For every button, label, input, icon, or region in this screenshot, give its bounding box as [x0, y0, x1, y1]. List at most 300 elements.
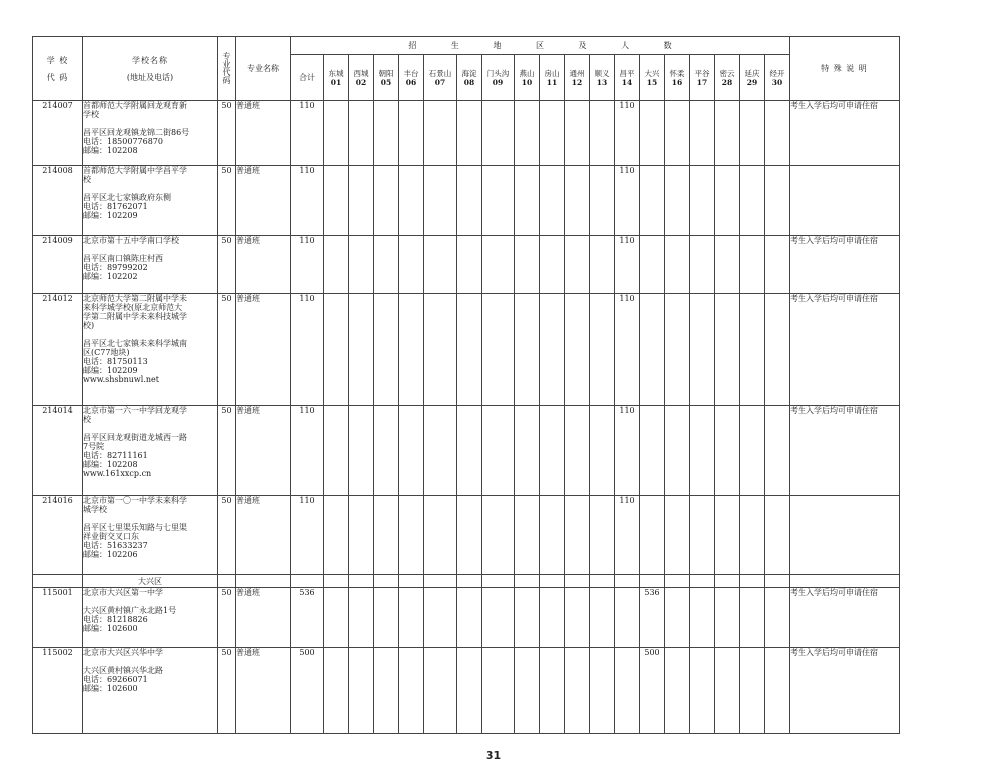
region-count-09 [482, 406, 515, 496]
special-note: 考生入学后均可申请住宿 [790, 588, 900, 648]
total-count: 110 [291, 166, 324, 236]
region-count-29 [740, 294, 765, 406]
region-count-01 [324, 648, 349, 734]
school-address-line: 电话：82711161 [83, 451, 148, 460]
school-address-line: 祥业街交叉口东 [83, 532, 139, 541]
region-count-11 [540, 101, 565, 166]
total-count: 110 [291, 236, 324, 294]
region-count-05 [374, 496, 399, 575]
region-count-05 [374, 648, 399, 734]
region-count-11 [540, 166, 565, 236]
major-code: 50 [218, 588, 236, 648]
major-name: 普通班 [236, 236, 291, 294]
region-count-17 [690, 496, 715, 575]
region-count-14 [615, 648, 640, 734]
region-count-11 [540, 406, 565, 496]
school-code: 214012 [33, 294, 83, 406]
major-name: 普通班 [236, 648, 291, 734]
school-code: 115002 [33, 648, 83, 734]
school-info-gap [83, 245, 217, 254]
school-address-line: 7号院 [83, 442, 105, 451]
region-header: 密云 28 [715, 55, 740, 101]
district-blank-cell [218, 575, 236, 588]
region-count-30 [765, 648, 790, 734]
school-address-line: 电话：81762071 [83, 202, 148, 211]
region-count-09 [482, 294, 515, 406]
school-address-line: 邮编：102206 [83, 550, 138, 559]
region-count-06 [399, 496, 424, 575]
region-count-01 [324, 588, 349, 648]
region-header: 石景山 07 [424, 55, 457, 101]
major-name: 普通班 [236, 101, 291, 166]
district-blank-cell [399, 575, 424, 588]
region-count-06 [399, 101, 424, 166]
district-blank-cell [291, 575, 324, 588]
region-count-11 [540, 236, 565, 294]
region-header: 昌平 14 [615, 55, 640, 101]
region-count-08 [457, 496, 482, 575]
region-count-02 [349, 101, 374, 166]
region-count-02 [349, 236, 374, 294]
region-count-09 [482, 236, 515, 294]
school-address-line: 区(C77地块) [83, 348, 130, 357]
region-count-13 [590, 496, 615, 575]
region-count-29 [740, 166, 765, 236]
region-count-13 [590, 236, 615, 294]
major-code: 50 [218, 406, 236, 496]
region-count-06 [399, 648, 424, 734]
school-name-header: 学校名称 (地址及电话) [83, 37, 218, 101]
region-header: 顺义 13 [590, 55, 615, 101]
region-count-05 [374, 406, 399, 496]
major-name: 普通班 [236, 588, 291, 648]
school-info [83, 236, 218, 294]
region-header: 经开 30 [765, 55, 790, 101]
region-header: 怀柔 16 [665, 55, 690, 101]
region-count-01 [324, 406, 349, 496]
region-count-08 [457, 648, 482, 734]
region-count-01 [324, 166, 349, 236]
major-name: 普通班 [236, 406, 291, 496]
region-count-13 [590, 101, 615, 166]
special-note-header: 特 殊 说 明 [790, 37, 900, 101]
region-count-09 [482, 166, 515, 236]
region-count-07 [424, 101, 457, 166]
region-count-12 [565, 166, 590, 236]
region-count-14: 110 [615, 101, 640, 166]
school-name-line: 校) [83, 321, 95, 330]
district-blank-cell [515, 575, 540, 588]
table-body [33, 101, 900, 734]
school-address-line: 电话：81750113 [83, 357, 148, 366]
region-count-17 [690, 236, 715, 294]
region-count-05 [374, 101, 399, 166]
school-info-gap [83, 657, 217, 666]
school-info-gap [83, 597, 217, 606]
region-count-17 [690, 294, 715, 406]
total-count: 110 [291, 496, 324, 575]
region-count-28 [715, 496, 740, 575]
region-count-12 [565, 101, 590, 166]
special-note: 考生入学后均可申请住宿 [790, 294, 900, 406]
school-address-line: 电话：89799202 [83, 263, 148, 272]
region-count-30 [765, 406, 790, 496]
region-count-29 [740, 496, 765, 575]
school-address-line: 邮编：102600 [83, 684, 138, 693]
region-count-29 [740, 236, 765, 294]
district-blank-cell [236, 575, 291, 588]
region-count-16 [665, 648, 690, 734]
school-name-line: 来科学城学校(原北京师范大 [83, 303, 183, 312]
region-count-09 [482, 648, 515, 734]
school-name-line: 首都师范大学附属回龙观育新 [83, 101, 187, 110]
school-row [33, 496, 900, 575]
school-name-line: 校 [83, 175, 91, 184]
region-count-28 [715, 101, 740, 166]
region-count-02 [349, 166, 374, 236]
region-count-30 [765, 101, 790, 166]
school-address-line: 邮编：102600 [83, 624, 138, 633]
school-name-line: 学第二附属中学未来科技城学 [83, 312, 187, 321]
region-count-11 [540, 588, 565, 648]
region-count-06 [399, 236, 424, 294]
school-code: 214014 [33, 406, 83, 496]
school-info [83, 166, 218, 236]
district-blank-cell [540, 575, 565, 588]
region-count-30 [765, 588, 790, 648]
region-count-16 [665, 101, 690, 166]
school-address-line: 昌平区南口镇陈庄村西 [83, 254, 163, 263]
school-info [83, 294, 218, 406]
region-count-17 [690, 588, 715, 648]
total-count: 110 [291, 294, 324, 406]
major-code: 50 [218, 166, 236, 236]
region-count-09 [482, 101, 515, 166]
region-count-15: 500 [640, 648, 665, 734]
district-blank-cell [665, 575, 690, 588]
school-address-line: 邮编：102209 [83, 366, 138, 375]
region-count-28 [715, 648, 740, 734]
region-count-13 [590, 166, 615, 236]
major-code: 50 [218, 648, 236, 734]
school-code: 214016 [33, 496, 83, 575]
region-count-10 [515, 496, 540, 575]
region-header: 通州 12 [565, 55, 590, 101]
district-row [33, 575, 900, 588]
region-header: 燕山 10 [515, 55, 540, 101]
school-address-line: 邮编：102208 [83, 460, 138, 469]
region-count-05 [374, 588, 399, 648]
school-code: 214009 [33, 236, 83, 294]
region-count-10 [515, 166, 540, 236]
region-count-11 [540, 294, 565, 406]
region-count-30 [765, 166, 790, 236]
school-address-line: 昌平区回龙观镇龙锦二街86号 [83, 128, 190, 137]
region-count-16 [665, 496, 690, 575]
region-count-02 [349, 588, 374, 648]
region-count-16 [665, 294, 690, 406]
school-address-line: 电话：51633237 [83, 541, 148, 550]
total-count: 500 [291, 648, 324, 734]
school-name-line: 北京师范大学第二附属中学未 [83, 294, 187, 303]
major-name-header: 专业名称 [236, 37, 291, 101]
school-row [33, 588, 900, 648]
region-count-28 [715, 588, 740, 648]
total-header: 合计 [291, 55, 324, 101]
school-address-line: 昌平区北七家镇未来科学城南 [83, 339, 187, 348]
district-blank-cell [33, 575, 83, 588]
special-note: 考生入学后均可申请住宿 [790, 648, 900, 734]
region-count-06 [399, 588, 424, 648]
region-count-02 [349, 496, 374, 575]
region-header: 朝阳 05 [374, 55, 399, 101]
region-count-17 [690, 166, 715, 236]
region-count-13 [590, 588, 615, 648]
region-count-01 [324, 236, 349, 294]
region-count-01 [324, 294, 349, 406]
school-name-line: 首都师范大学附属中学昌平学 [83, 166, 187, 175]
school-address-line: 电话：81218826 [83, 615, 148, 624]
region-count-28 [715, 294, 740, 406]
region-count-10 [515, 294, 540, 406]
region-count-15: 536 [640, 588, 665, 648]
region-title-header: 招 生 地 区 及 人 数 [291, 37, 790, 55]
major-code-header: 专业代码 [218, 37, 236, 101]
district-blank-cell [715, 575, 740, 588]
region-count-28 [715, 166, 740, 236]
region-count-14: 110 [615, 406, 640, 496]
region-count-10 [515, 648, 540, 734]
region-count-11 [540, 648, 565, 734]
school-address-line: www.shsbnuwl.net [83, 375, 159, 384]
region-count-07 [424, 236, 457, 294]
school-info [83, 588, 218, 648]
district-blank-cell [690, 575, 715, 588]
school-info [83, 406, 218, 496]
total-count: 110 [291, 101, 324, 166]
major-code: 50 [218, 294, 236, 406]
region-count-08 [457, 236, 482, 294]
region-count-14: 110 [615, 236, 640, 294]
district-blank-cell [349, 575, 374, 588]
region-count-02 [349, 648, 374, 734]
region-count-14: 110 [615, 294, 640, 406]
school-row [33, 294, 900, 406]
region-count-14: 110 [615, 496, 640, 575]
major-name: 普通班 [236, 294, 291, 406]
region-header: 延庆 29 [740, 55, 765, 101]
region-count-15 [640, 236, 665, 294]
school-info-gap [83, 184, 217, 193]
region-header: 大兴 15 [640, 55, 665, 101]
region-count-06 [399, 294, 424, 406]
special-note [790, 166, 900, 236]
district-blank-cell [374, 575, 399, 588]
region-header: 丰台 06 [399, 55, 424, 101]
region-header: 西城 02 [349, 55, 374, 101]
region-count-13 [590, 294, 615, 406]
region-count-16 [665, 166, 690, 236]
region-count-29 [740, 406, 765, 496]
school-code: 115001 [33, 588, 83, 648]
region-header: 海淀 08 [457, 55, 482, 101]
region-count-10 [515, 406, 540, 496]
region-count-16 [665, 406, 690, 496]
region-count-14: 110 [615, 166, 640, 236]
region-count-15 [640, 166, 665, 236]
region-header: 房山 11 [540, 55, 565, 101]
school-address-line: 昌平区回龙观街道龙城西一路 [83, 433, 187, 442]
district-blank-cell [790, 575, 900, 588]
school-address-line: 邮编：102209 [83, 211, 138, 220]
region-count-30 [765, 236, 790, 294]
major-name: 普通班 [236, 496, 291, 575]
school-name-line: 城学校 [83, 505, 107, 514]
special-note [790, 496, 900, 575]
school-address-line: 大兴区黄村镇广永北路1号 [83, 606, 177, 615]
region-count-13 [590, 406, 615, 496]
region-count-07 [424, 166, 457, 236]
region-count-05 [374, 294, 399, 406]
school-row [33, 236, 900, 294]
region-count-07 [424, 406, 457, 496]
region-count-13 [590, 648, 615, 734]
major-code: 50 [218, 236, 236, 294]
school-name-line: 北京市大兴区兴华中学 [83, 648, 163, 657]
district-blank-cell [640, 575, 665, 588]
district-blank-cell [615, 575, 640, 588]
region-count-05 [374, 236, 399, 294]
school-name-line: 北京市第一六一中学回龙观学 [83, 406, 187, 415]
region-count-15 [640, 406, 665, 496]
school-row [33, 166, 900, 236]
school-row [33, 406, 900, 496]
region-count-28 [715, 236, 740, 294]
region-count-02 [349, 294, 374, 406]
school-address-line: 邮编：102202 [83, 272, 138, 281]
major-code: 50 [218, 496, 236, 575]
district-blank-cell [765, 575, 790, 588]
region-count-08 [457, 166, 482, 236]
special-note: 考生入学后均可申请住宿 [790, 236, 900, 294]
major-code: 50 [218, 101, 236, 166]
total-count: 536 [291, 588, 324, 648]
school-address-line: 电话：69266071 [83, 675, 148, 684]
region-count-09 [482, 588, 515, 648]
school-name-line: 校 [83, 415, 91, 424]
region-count-16 [665, 588, 690, 648]
region-count-07 [424, 294, 457, 406]
region-count-01 [324, 496, 349, 575]
school-info-gap [83, 119, 217, 128]
school-address-line: 昌平区北七家镇政府东侧 [83, 193, 171, 202]
total-count: 110 [291, 406, 324, 496]
school-address-line: www.161xxcp.cn [83, 469, 152, 478]
region-count-29 [740, 101, 765, 166]
region-count-07 [424, 496, 457, 575]
region-count-01 [324, 101, 349, 166]
region-count-08 [457, 406, 482, 496]
region-count-28 [715, 406, 740, 496]
region-count-10 [515, 101, 540, 166]
region-header: 平谷 17 [690, 55, 715, 101]
school-code: 214008 [33, 166, 83, 236]
school-info [83, 648, 218, 734]
school-address-line: 电话：18500776870 [83, 137, 163, 146]
region-count-12 [565, 294, 590, 406]
region-count-10 [515, 236, 540, 294]
school-code-header: 学 校 代 码 [33, 37, 83, 101]
district-blank-cell [482, 575, 515, 588]
region-count-08 [457, 588, 482, 648]
page-number: 31 [485, 749, 502, 762]
region-count-09 [482, 496, 515, 575]
enrollment-table [32, 36, 900, 734]
region-count-15 [640, 496, 665, 575]
region-count-10 [515, 588, 540, 648]
school-info [83, 101, 218, 166]
district-blank-cell [457, 575, 482, 588]
region-count-16 [665, 236, 690, 294]
region-count-15 [640, 294, 665, 406]
region-count-12 [565, 406, 590, 496]
school-name-line: 北京市大兴区第一中学 [83, 588, 163, 597]
region-count-29 [740, 588, 765, 648]
school-code: 214007 [33, 101, 83, 166]
school-info-gap [83, 514, 217, 523]
region-count-17 [690, 406, 715, 496]
district-blank-cell [324, 575, 349, 588]
special-note: 考生入学后均可申请住宿 [790, 406, 900, 496]
school-row [33, 101, 900, 166]
region-count-08 [457, 294, 482, 406]
district-blank-cell [424, 575, 457, 588]
region-count-12 [565, 588, 590, 648]
major-name: 普通班 [236, 166, 291, 236]
district-blank-cell [565, 575, 590, 588]
region-header: 东城 01 [324, 55, 349, 101]
region-count-17 [690, 648, 715, 734]
region-count-05 [374, 166, 399, 236]
region-count-14 [615, 588, 640, 648]
region-count-12 [565, 496, 590, 575]
region-count-12 [565, 236, 590, 294]
district-blank-cell [740, 575, 765, 588]
school-info-gap [83, 330, 217, 339]
region-header: 门头沟 09 [482, 55, 515, 101]
region-count-11 [540, 496, 565, 575]
region-count-30 [765, 294, 790, 406]
region-count-30 [765, 496, 790, 575]
region-count-17 [690, 101, 715, 166]
region-count-08 [457, 101, 482, 166]
region-count-15 [640, 101, 665, 166]
region-count-02 [349, 406, 374, 496]
region-count-06 [399, 166, 424, 236]
district-blank-cell [590, 575, 615, 588]
school-name-line: 北京市第十五中学南口学校 [83, 236, 179, 245]
region-count-29 [740, 648, 765, 734]
school-name-line: 北京市第一〇一中学未来科学 [83, 496, 187, 505]
region-count-07 [424, 648, 457, 734]
school-address-line: 大兴区黄村镇兴华北路 [83, 666, 163, 675]
school-address-line: 昌平区七里渠乐知路与七里渠 [83, 523, 187, 532]
region-count-06 [399, 406, 424, 496]
school-address-line: 邮编：102208 [83, 146, 138, 155]
district-name: 大兴区 [83, 575, 218, 588]
school-info-gap [83, 424, 217, 433]
region-count-12 [565, 648, 590, 734]
